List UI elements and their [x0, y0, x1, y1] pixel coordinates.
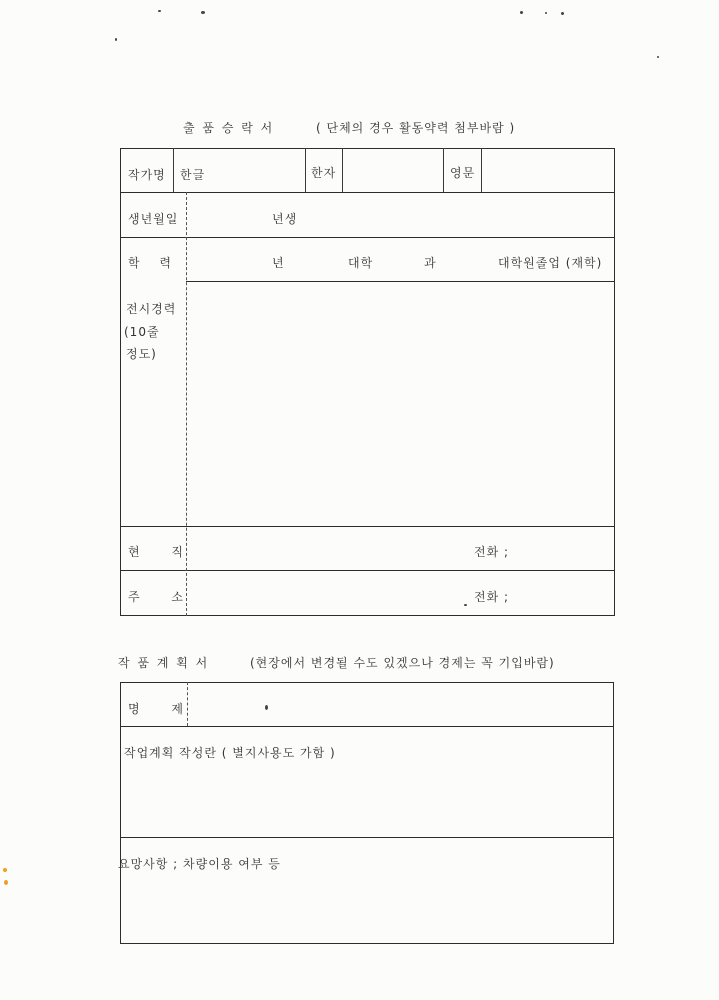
column-divider — [342, 148, 343, 192]
work-plan-title: 작 품 계 획 서 — [118, 656, 210, 670]
requests-label: 요망사항 ; 차량이용 여부 등 — [118, 857, 281, 871]
birth-year-suffix: 년생 — [272, 212, 298, 226]
address-label: 주 소 — [128, 590, 197, 604]
hanja-name-label: 한자 — [311, 166, 337, 180]
scan-speck — [561, 12, 564, 15]
english-name-label: 영문 — [450, 166, 476, 180]
exhibition-career-label-line2: (10줄 — [124, 325, 160, 339]
column-divider — [481, 148, 482, 192]
column-divider — [305, 148, 306, 192]
column-divider — [443, 148, 444, 192]
row-divider — [120, 570, 615, 571]
korean-name-label: 한글 — [180, 168, 206, 182]
row-divider — [120, 837, 614, 838]
work-plan-title-note: (현장에서 변경될 수도 있겠으나 경제는 꼭 기입바람) — [250, 656, 555, 670]
application-title-note: ( 단체의 경우 활동약력 첨부바람 ) — [316, 121, 516, 135]
education-department: 과 — [424, 256, 437, 270]
scan-speck — [201, 11, 205, 14]
subject-label: 명 제 — [128, 702, 197, 716]
education-year: 년 — [272, 256, 285, 270]
scan-speck — [4, 880, 8, 885]
exhibition-career-label-line3: 정도) — [126, 347, 157, 361]
education-university: 대학 — [348, 256, 374, 270]
job-phone-label: 전화 ; — [474, 545, 510, 559]
current-job-label: 현 직 — [128, 545, 197, 559]
scan-speck — [3, 868, 7, 872]
address-phone-label: 전화 ; — [474, 590, 510, 604]
work-plan-table — [120, 682, 614, 944]
column-divider — [173, 148, 174, 192]
scan-speck — [545, 12, 547, 14]
scan-speck — [520, 11, 523, 14]
education-label: 학 력 — [128, 256, 179, 270]
work-plan-label: 작업계획 작성란 ( 별지사용도 가함 ) — [124, 746, 336, 760]
exhibition-career-label: 전시경력 — [126, 302, 177, 316]
row-divider — [120, 526, 615, 527]
row-divider — [120, 726, 614, 727]
artist-name-label: 작가명 — [128, 168, 166, 182]
education-graduate: 대학원졸업 (재학) — [498, 256, 603, 270]
scan-speck — [657, 56, 659, 58]
row-divider — [120, 192, 615, 193]
scan-speck — [115, 38, 117, 41]
application-title: 출 품 승 락 서 — [183, 121, 275, 135]
row-divider — [186, 281, 615, 282]
row-divider — [120, 237, 615, 238]
birth-date-label: 생년월일 — [128, 212, 179, 226]
scan-speck — [158, 10, 161, 12]
